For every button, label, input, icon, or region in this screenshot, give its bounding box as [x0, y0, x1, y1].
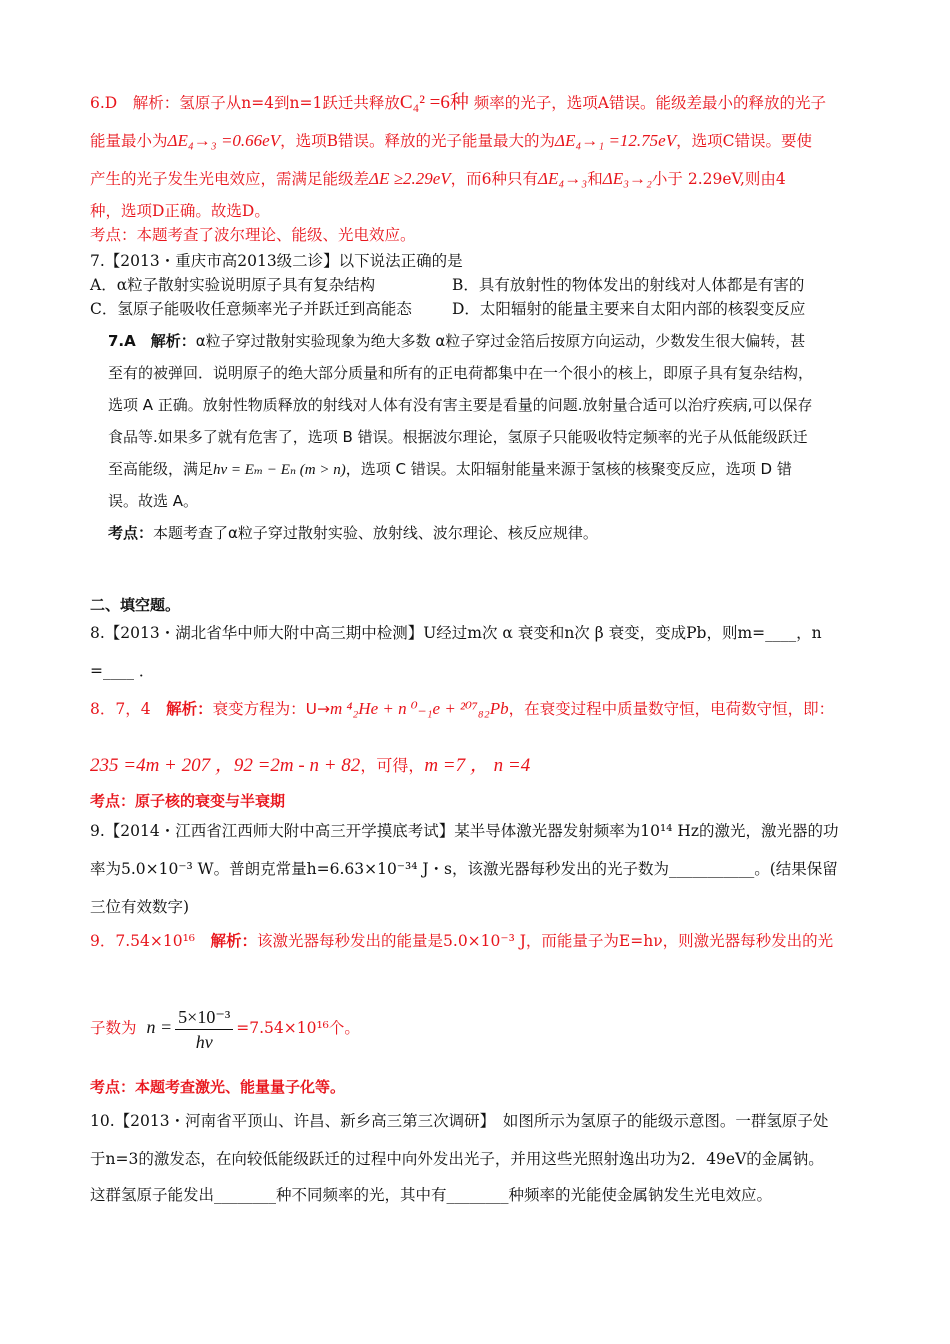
q7-formula-bohr: hν = Eₘ − Eₙ (m > n) [213, 462, 346, 478]
q6-formula-delta-e41: ΔE₄→₁ =12.75eV [555, 131, 677, 150]
q9-formula-lhs: n = [146, 1017, 173, 1037]
q6-formula-delta-e32: ΔE₃→₂ [602, 169, 652, 188]
q8-answer-head: 解析： [166, 700, 213, 718]
q6-line-2 [90, 130, 812, 152]
q8-answer-line-1 [90, 698, 834, 720]
q6-line-3 [90, 168, 786, 190]
q9-answer-value: 9．7.54×10¹⁶ [90, 932, 211, 950]
q8-answer-text: ，在衰变过程中质量数守恒，电荷数守恒，即： [508, 700, 835, 718]
q7-stem: 7.【2013・重庆市高2013级二诊】以下说法正确的是 [90, 252, 463, 270]
q7-answer-head: 7.A 解析： [108, 332, 196, 350]
q9-kaodian: 考点：本题考查激光、能量量子化等。 [90, 1078, 346, 1096]
q8-kaodian: 考点：原子核的衰变与半衰期 [90, 792, 286, 810]
q9-answer-head: 解析： [210, 932, 258, 950]
q6-formula-delta-e43b: ΔE₄→₃ [538, 169, 588, 188]
q7-answer-line-2: 至有的被弹回．说明原子的绝大部分质量和所有的正电荷都集中在一个很小的核上，即原子具有复杂结构， [108, 364, 814, 382]
q8-answer-text: 衰变方程为：U→ [212, 700, 330, 718]
q7-answer-text: α粒子穿过散射实验现象为绝大多数 α粒子穿过金箔后按原方向运动，少数发生很大偏转，甚 [195, 332, 806, 350]
q6-formula-delta-e43: ΔE₄→₃ =0.66eV [167, 131, 281, 150]
q9-answer-result: =7.54×10¹⁶个。 [236, 1019, 360, 1037]
q7-answer-text: ，选项 C 错误。太阳辐射能量来源于氢核的核聚变反应，选项 D 错 [345, 460, 792, 478]
q9-answer-text: 子数为 [90, 1019, 137, 1037]
q10-line-3: 这群氢原子能发出________种不同频率的光，其中有________种频率的光能使金属钠发生光电效应。 [90, 1186, 773, 1204]
q7-kaodian-head: 考点： [108, 524, 154, 542]
q8-answer-value: 8．7，4 [90, 700, 167, 718]
q8-stem-line-2: =____ ． [90, 662, 155, 680]
q9-answer-line-1 [90, 930, 833, 952]
q6-formula-threshold: ΔE ≥2.29eV [369, 169, 451, 188]
q9-formula-fraction [175, 1005, 233, 1054]
q6-text: 和 [587, 170, 603, 188]
q6-text: 频率的光子，选项A错误。能级差最小的释放的光子 [468, 94, 826, 112]
q7-kaodian [108, 522, 598, 544]
q8-stem-line-1: 8.【2013・湖北省华中师大附中高三期中检测】U经过m次 α 衰变和n次 β 衰变，变成Pb，则m=____，n [90, 624, 822, 642]
q6-text: 小于 2.29eV,则由4 [651, 170, 786, 188]
q6-text: ，而6种只有 [450, 170, 539, 188]
q8-formula-conservation: 235 =4m + 207 ，92 =2m - n + 82 [90, 755, 361, 776]
q8-formula-result: m =7 ， n =4 [424, 755, 531, 776]
q7-option-d: D．太阳辐射的能量主要来自太阳内部的核裂变反应 [452, 300, 806, 318]
q7-answer-line-4: 食品等.如果多了就有危害了，选项 B 错误。根据波尔理论，氢原子只能吸收特定频率的光子从低能级跃迁 [108, 428, 808, 446]
q7-option-c: C．氢原子能吸收任意频率光子并跃迁到高能态 [90, 300, 412, 318]
q9-fraction-numerator: 5×10⁻³ [175, 1005, 233, 1030]
q10-line-2: 于n=3的激发态，在向较低能级跃迁的过程中向外发出光子，并用这些光照射逸出功为2．49eV的金属钠。 [90, 1150, 824, 1168]
q9-stem-line-2: 率为5.0×10⁻³ W。普朗克常量h=6.63×10⁻³⁴ J・s，该激光器每秒发出的光子数为___________。(结果保留 [90, 860, 838, 878]
q7-option-b: B．具有放射性的物体发出的射线对人体都是有害的 [452, 276, 805, 294]
q7-answer-line-1 [108, 330, 805, 352]
q6-line-4: 种，选项D正确。故选D。 [90, 202, 270, 220]
q7-answer-text: 至高能级，满足 [108, 460, 214, 478]
q6-formula-combination: C₄² =6种 [399, 92, 469, 113]
q8-formula-decay: m ⁴₂He + n ⁰₋₁e + ²⁰⁷₈₂Pb [329, 699, 509, 718]
q6-text: 产生的光子发生光电效应，需满足能级差 [90, 170, 370, 188]
q6-kaodian: 考点：本题考查了波尔理论、能级、光电效应。 [90, 226, 416, 244]
q6-text: ，选项B错误。释放的光子能量最大的为 [280, 132, 556, 150]
q10-line-1: 10.【2013・河南省平顶山、许昌、新乡高三第三次调研】 如图所示为氢原子的能级示意图。一群氢原子处 [90, 1112, 829, 1130]
q7-answer-line-6: 误。故选 A。 [108, 492, 199, 510]
q9-answer-line-2 [90, 1002, 360, 1054]
q8-answer-text: ，可得， [360, 756, 425, 775]
q6-line-1 [90, 92, 826, 114]
q8-answer-line-2 [90, 755, 530, 777]
q7-answer-line-5 [108, 458, 792, 481]
q9-stem-line-1: 9.【2014・江西省江西师大附中高三开学摸底考试】某半导体激光器发射频率为10¹⁴ Hz的激光，激光器的功 [90, 822, 839, 840]
q6-text: ，选项C错误。要使 [676, 132, 812, 150]
q7-kaodian-text: 本题考查了α粒子穿过散射实验、放射线、波尔理论、核反应规律。 [153, 524, 598, 542]
q9-answer-text: 该激光器每秒发出的能量是5.0×10⁻³ J，而能量子为E=hν，则激光器每秒发出的光 [257, 932, 834, 950]
q9-fraction-denominator: hν [195, 1031, 213, 1052]
q6-text: 能量最小为 [90, 132, 168, 150]
q9-stem-line-3: 三位有效数字) [90, 898, 190, 916]
q6-text: 6.D 解析：氢原子从n=4到n=1跃迁共释放 [90, 94, 400, 112]
q7-option-a: A．α粒子散射实验说明原子具有复杂结构 [90, 276, 376, 294]
q7-answer-line-3: 选项 A 正确。放射性物质释放的射线对人体有没有害主要是看量的问题.放射量合适可以治疗疾病,可以保存 [108, 396, 813, 414]
section-heading-fill-blank: 二、填空题。 [90, 596, 181, 614]
